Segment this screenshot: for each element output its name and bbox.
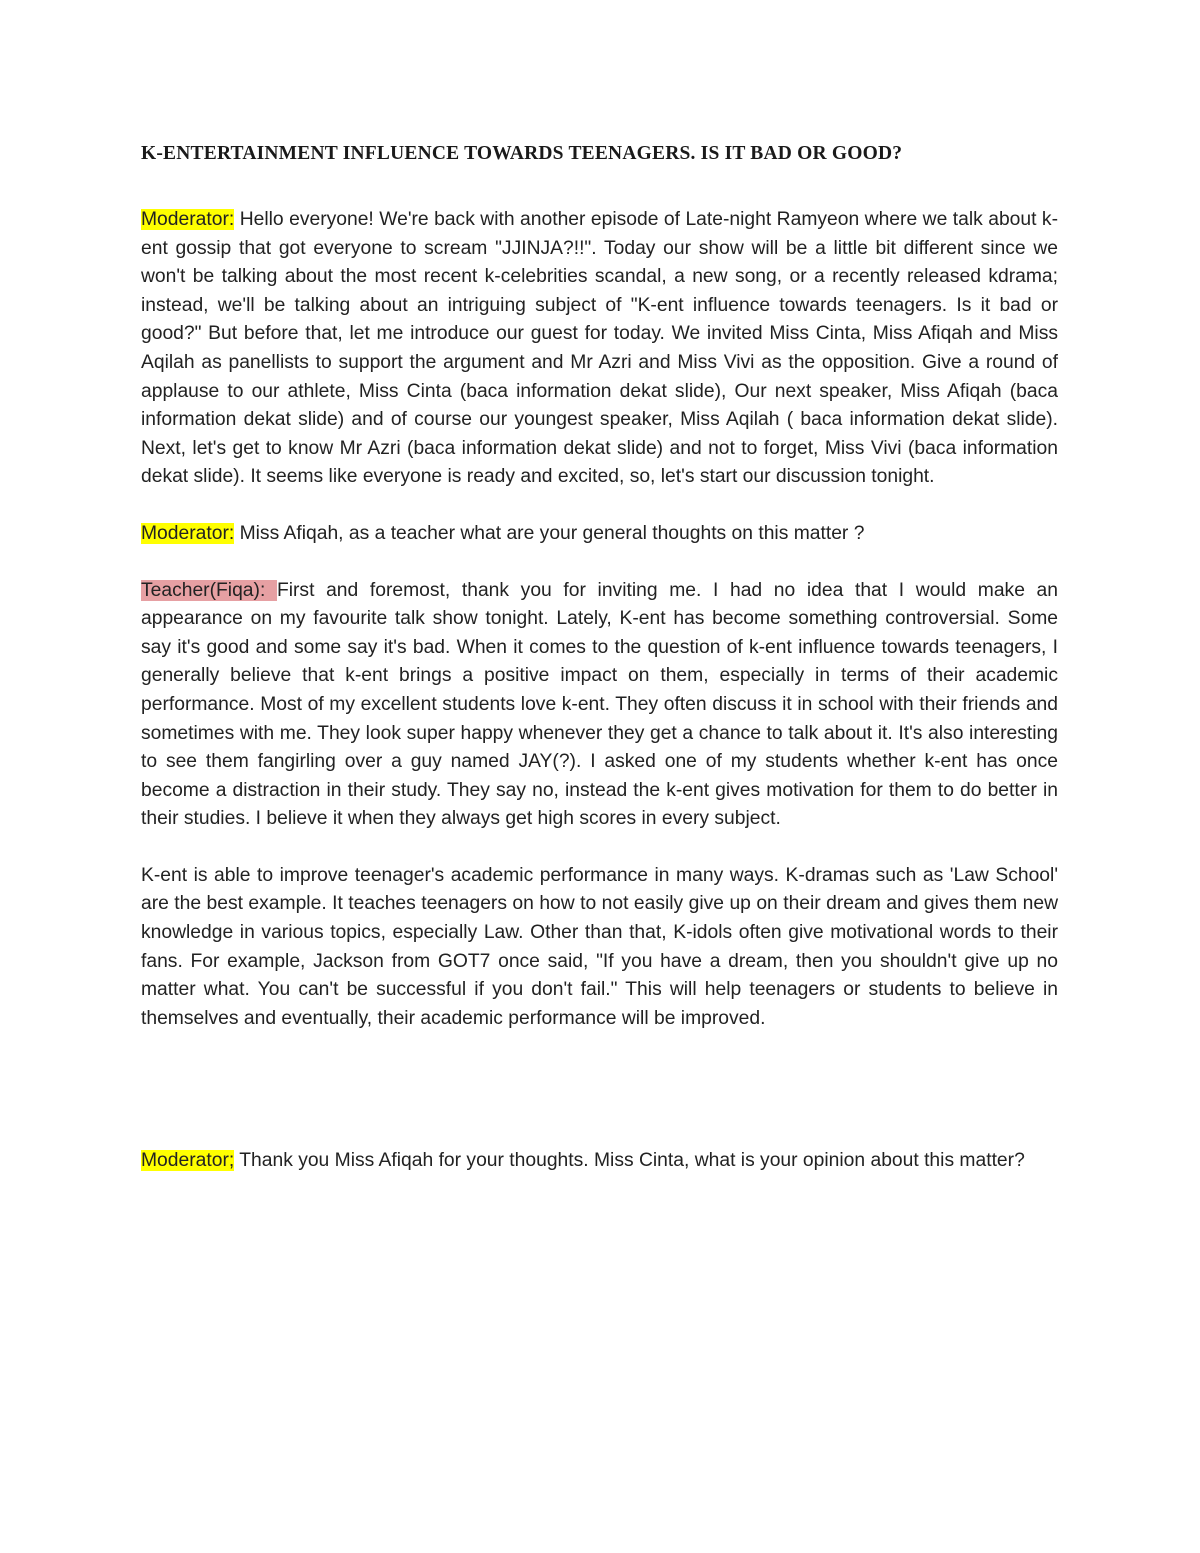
paragraph-text: Miss Afiqah, as a teacher what are your general thoughts on this matter ?: [234, 522, 865, 544]
speaker-label-moderator: Moderator:: [141, 522, 235, 544]
document-title: K-ENTERTAINMENT INFLUENCE TOWARDS TEENAGERS. IS IT BAD OR GOOD?: [141, 143, 903, 164]
paragraph-moderator-intro: [141, 206, 1058, 492]
paragraph-text: Thank you Miss Afiqah for your thoughts. Miss Cinta, what is your opinion about this matter?: [234, 1150, 1025, 1172]
document-page: [141, 140, 1058, 1176]
paragraph-text: Hello everyone! We're back with another episode of Late-night Ramyeon where we talk about k-ent gossip that got everyone to scream "JJINJA?!!". Today our show will be a little bit different since we won't be talking about the most recent k-celebrities scandal, a new song, or a recently released kdrama; instead, we'll be talking about an intriguing subject of "K-ent influence towards teenagers. Is it bad or good?" But before that, let me introduce our guest for today. We invited Miss Cinta, Miss Afiqah and Miss Aqilah as panellists to support the argument and Mr Azri and Miss Vivi as the opposition. Give a round of applause to our athlete, Miss Cinta (baca information dekat slide), Our next speaker, Miss Afiqah (baca information dekat slide) and of course our youngest speaker, Miss Aqilah ( baca information dekat slide). Next, let's get to know Mr Azri (baca information dekat slide) and not to forget, Miss Vivi (baca information dekat slide). It seems like everyone is ready and excited, so, let's start our discussion tonight.: [141, 209, 1058, 488]
paragraph-moderator-followup: [141, 1147, 1058, 1176]
paragraph-text: First and foremost, thank you for inviting me. I had no idea that I would make an appearance on my favourite talk show tonight. Lately, K-ent has become something controversial. Some say it's good and some say it's bad. When it comes to the question of k-ent influence towards teenagers, I generally believe that k-ent brings a positive impact on them, especially in terms of their academic performance. Most of my excellent students love k-ent. They often discuss it in school with their friends and sometimes with me. They look super happy whenever they get a chance to talk about it. It's also interesting to see them fangirling over a guy named JAY(?). I asked one of my students whether k-ent has once become a distraction in their study. They say no, instead the k-ent gives motivation for them to do better in their studies. I believe it when they always get high scores in every subject.: [141, 579, 1058, 830]
paragraph-teacher-continued: [141, 862, 1058, 1034]
paragraph-moderator-question: [141, 520, 1058, 549]
speaker-label-moderator: Moderator:: [141, 209, 235, 230]
speaker-label-teacher: Teacher(Fiqa):: [141, 579, 277, 601]
speaker-label-moderator: Moderator;: [141, 1150, 235, 1172]
paragraph-teacher-answer: [141, 577, 1058, 834]
paragraph-text: K-ent is able to improve teenager's academic performance in many ways. K-dramas such as 'Law School' are the best example. It teaches teenagers on how to not easily give up on their dream and gives them new knowledge in various topics, especially Law. Other than that, K-idols often give motivational words to their fans. For example, Jackson from GOT7 once said, "If you have a dream, then you shouldn't give up no matter what. You can't be successful if you don't fail." This will help teenagers or students to believe in themselves and eventually, their academic performance will be improved.: [141, 864, 1058, 1029]
